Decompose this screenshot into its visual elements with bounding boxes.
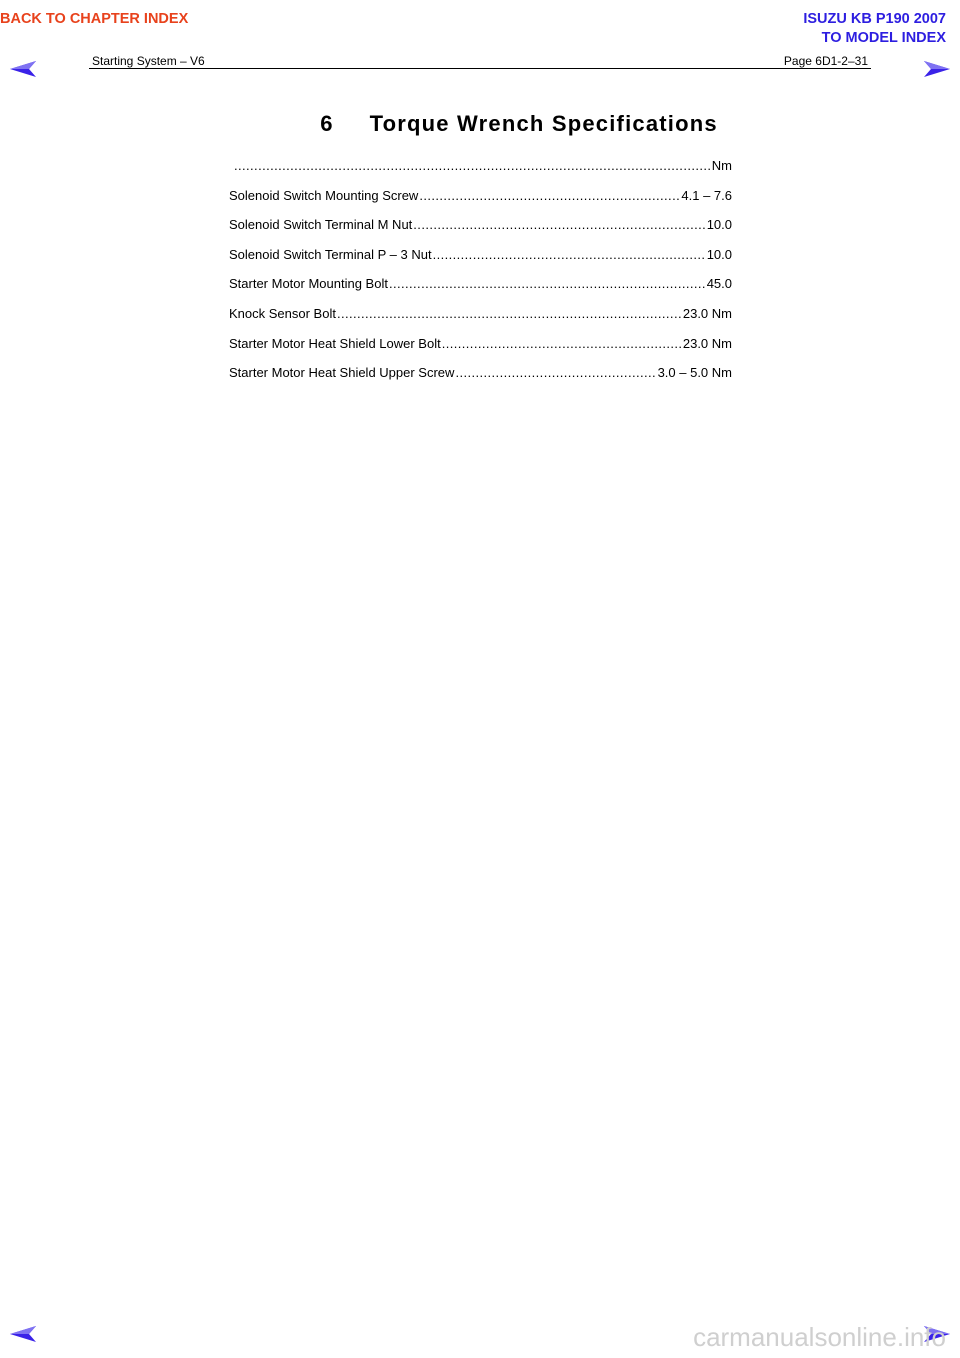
section-heading [0, 111, 960, 137]
dot-leader [433, 247, 706, 262]
spec-value: 23.0 Nm [682, 335, 732, 351]
dot-leader [337, 306, 682, 321]
spec-row [229, 306, 732, 336]
model-index-link[interactable]: TO MODEL INDEX [821, 30, 946, 46]
spec-row [229, 217, 732, 247]
torque-spec-list [229, 158, 732, 395]
spec-label: Starter Motor Heat Shield Upper Screw [229, 365, 455, 381]
spec-label: Starter Motor Heat Shield Lower Bolt [229, 335, 441, 351]
spec-row [229, 276, 732, 306]
spec-row [229, 247, 732, 277]
dot-leader [419, 188, 680, 203]
dot-leader [413, 217, 705, 232]
spec-row [229, 188, 732, 218]
previous-page-arrow-icon[interactable] [9, 1325, 37, 1343]
spec-label: Solenoid Switch Terminal P – 3 Nut [229, 246, 432, 262]
section-name: Starting System – V6 [92, 54, 205, 68]
model-title-link[interactable]: ISUZU KB P190 2007 [803, 11, 946, 27]
back-to-chapter-index-link[interactable]: BACK TO CHAPTER INDEX [0, 11, 189, 27]
spec-row [229, 365, 732, 395]
spec-value: 10.0 [706, 217, 732, 233]
dot-leader [455, 365, 656, 380]
spec-value: 45.0 [706, 276, 732, 292]
watermark: carmanualsonline.info [693, 1322, 946, 1352]
header-divider [89, 68, 871, 69]
previous-page-arrow-icon[interactable] [9, 60, 37, 78]
spec-value: Nm [711, 158, 732, 173]
dot-leader [234, 158, 711, 173]
spec-value: 3.0 – 5.0 Nm [657, 365, 732, 381]
spec-value: 4.1 – 7.6 [681, 187, 732, 203]
next-page-arrow-icon[interactable] [923, 60, 951, 78]
spec-label: Solenoid Switch Mounting Screw [229, 187, 419, 203]
section-title: Torque Wrench Specifications [369, 111, 718, 136]
section-number: 6 [320, 111, 334, 136]
dot-leader [389, 276, 706, 291]
spec-unit-header-row [229, 158, 732, 188]
spec-label: Knock Sensor Bolt [229, 305, 336, 321]
spec-label: Starter Motor Mounting Bolt [229, 276, 388, 292]
dot-leader [442, 336, 682, 351]
page-number: Page 6D1-2–31 [783, 54, 868, 68]
spec-value: 23.0 Nm [682, 305, 732, 321]
spec-row [229, 336, 732, 366]
spec-value: 10.0 [706, 246, 732, 262]
spec-label: Solenoid Switch Terminal M Nut [229, 217, 413, 233]
